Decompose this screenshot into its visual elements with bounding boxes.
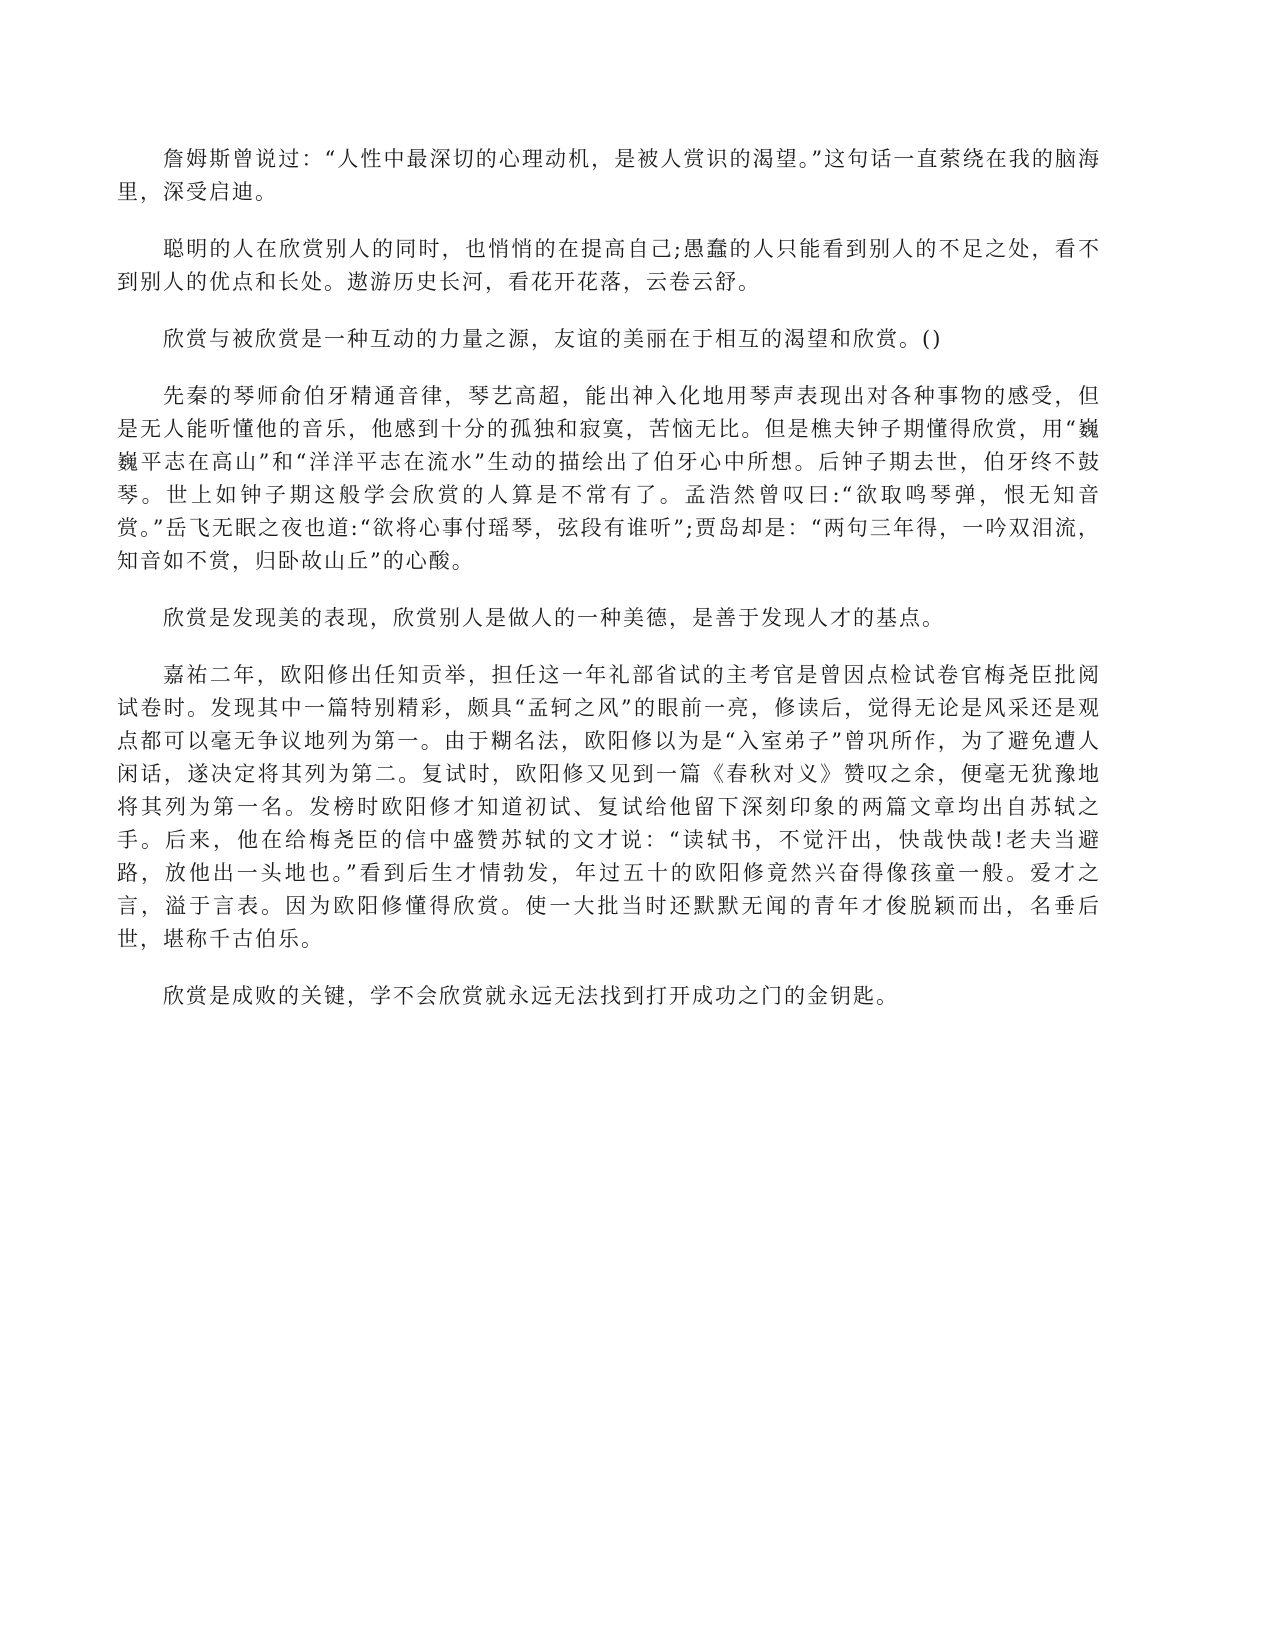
paragraph-2: 聪明的人在欣赏别人的同时，也悄悄的在提高自己;愚蠢的人只能看到别人的不足之处，看不到别人的优点和长处。遨游历史长河，看花开花落，云卷云舒。 (117, 237, 1101, 294)
paragraph-1: 詹姆斯曾说过：“人性中最深切的心理动机，是被人赏识的渴望。”这句话一直萦绕在我的脑海里，深受启迪。 (117, 147, 1101, 204)
paragraph-7: 欣赏是成败的关键，学不会欣赏就永远无法找到打开成功之门的金钥匙。 (163, 984, 899, 1008)
paragraph-4: 先秦的琴师俞伯牙精通音律，琴艺高超，能出神入化地用琴声表现出对各种事物的感受，但是无人能听懂他的音乐，他感到十分的孤独和寂寞，苦恼无比。但是樵夫钟子期懂得欣赏，用“巍巍平志在高山”和“洋洋平志在流水”生动的描绘出了伯牙心中所想。后钟子期去世，伯牙终不鼓琴。世上如钟子期这般学会欣赏的人算是不常有了。孟浩然曾叹曰:“欲取鸣琴弹，恨无知音赏。”岳飞无眠之夜也道:“欲将心事付瑶琴，弦段有谁听”;贾岛却是：“两句三年得，一吟双泪流，知音如不赏，归卧故山丘”的心酸。 (117, 384, 1101, 573)
paragraph-3: 欣赏与被欣赏是一种互动的力量之源，友谊的美丽在于相互的渴望和欣赏。() (163, 327, 943, 351)
paragraph-6: 嘉祐二年，欧阳修出任知贡举，担任这一年礼部省试的主考官是曾因点检试卷官梅尧臣批阅试卷时。发现其中一篇特别精彩，颇具“孟轲之风”的眼前一亮，修读后，觉得无论是风采还是观点都可以毫无争议地列为第一。由于糊名法，欧阳修以为是“入室弟子”曾巩所作，为了避免遭人闲话，遂决定将其列为第二。复试时，欧阳修又见到一篇《春秋对义》赞叹之余，便毫无犹豫地将其列为第一名。发榜时欧阳修才知道初试、复试给他留下深刻印象的两篇文章均出自苏轼之手。后来，他在给梅尧臣的信中盛赞苏轼的文才说：“读轼书，不觉汗出，快哉快哉!老夫当避路，放他出一头地也。”看到后生才情勃发，年过五十的欧阳修竟然兴奋得像孩童一般。爱才之言，溢于言表。因为欧阳修懂得欣赏。使一大批当时还默默无闻的青年才俊脱颖而出，名垂后世，堪称千古伯乐。 (117, 663, 1101, 951)
paragraph-5: 欣赏是发现美的表现，欣赏别人是做人的一种美德，是善于发现人才的基点。 (163, 606, 945, 630)
document-body (117, 143, 1101, 1037)
